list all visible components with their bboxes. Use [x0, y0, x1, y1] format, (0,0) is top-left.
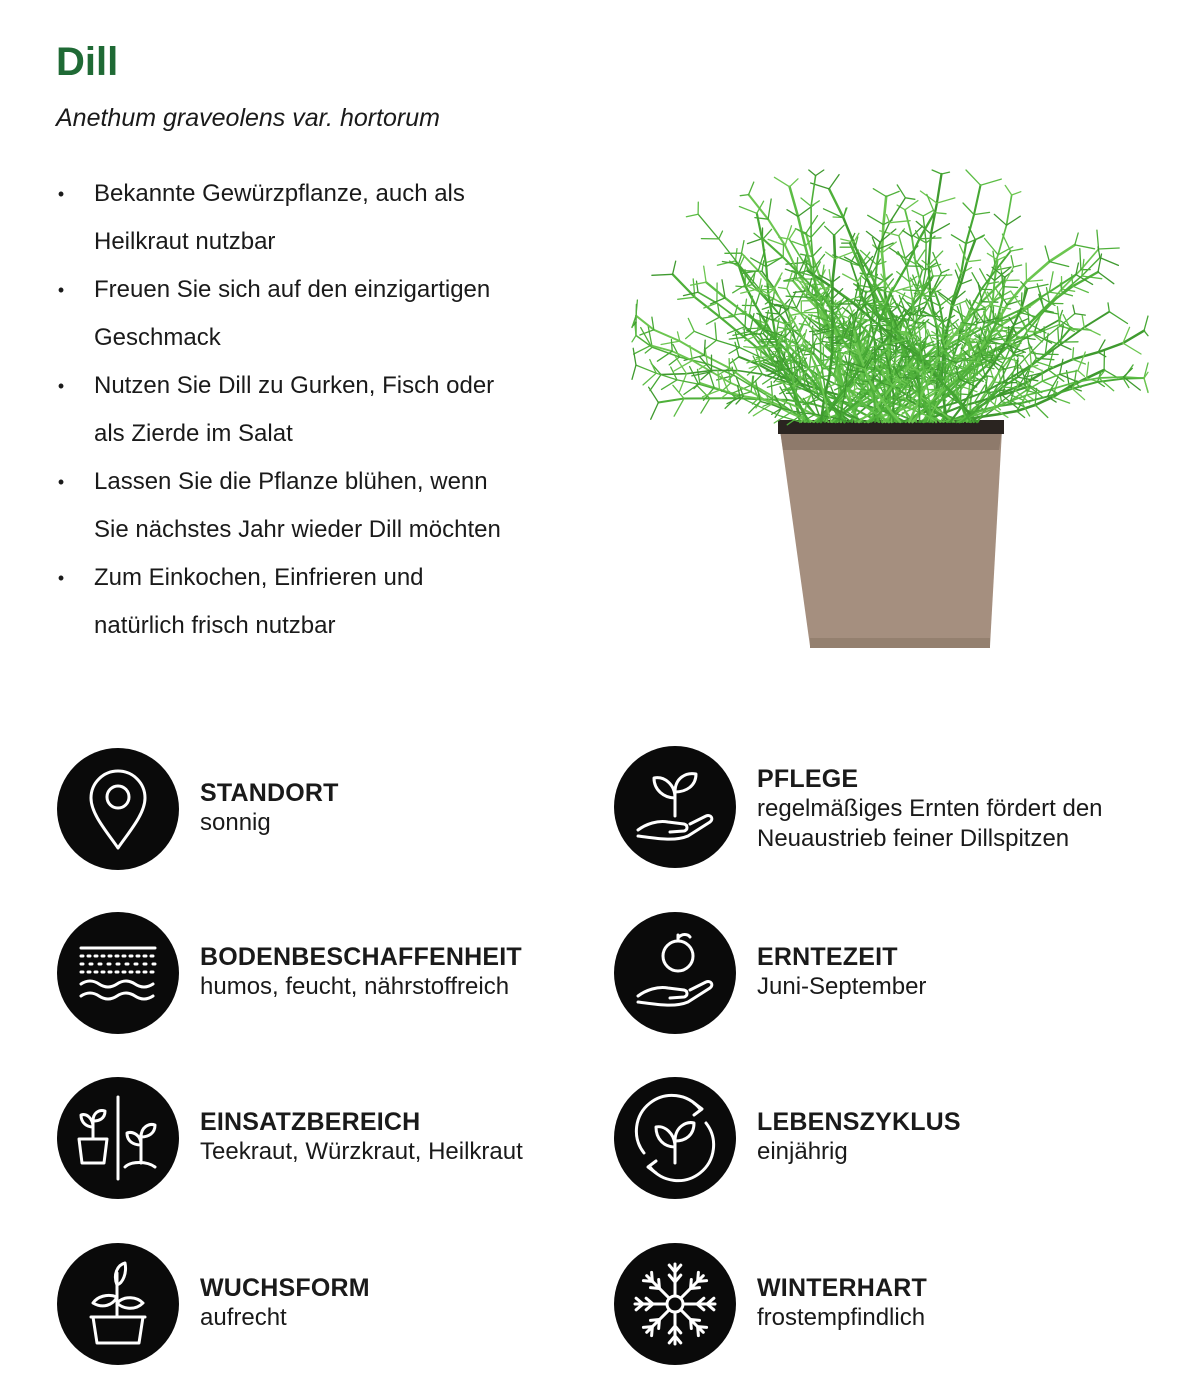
soil-layers-icon [57, 912, 179, 1034]
feature-heading: BODENBESCHAFFENHEIT [200, 943, 522, 971]
feature-heading: LEBENSZYKLUS [757, 1108, 961, 1136]
feature-value: sonnig [200, 809, 271, 836]
bullet-icon: • [57, 184, 65, 204]
list-item: • Zum Einkochen, Einfrieren und natürlich frisch nutzbar [56, 554, 576, 650]
feature-value: Teekraut, Würzkraut, Heilkraut [200, 1138, 523, 1165]
potted-plant-icon [57, 1243, 179, 1365]
potted-dill-plant-icon [630, 168, 1150, 658]
feature-heading: WUCHSFORM [200, 1274, 370, 1302]
bullet-icon: • [57, 280, 65, 300]
product-image [630, 168, 1150, 658]
feature-value: Juni-September [757, 973, 927, 1000]
feature-value: einjährig [757, 1138, 848, 1165]
feature-standort [57, 748, 577, 878]
feature-value: Neuaustrieb feiner Dillspitzen [757, 825, 1070, 852]
feature-heading: PFLEGE [757, 765, 859, 793]
location-pin-icon [57, 748, 179, 870]
bullet-icon: • [57, 568, 65, 588]
snowflake-icon [614, 1243, 736, 1365]
lifecycle-leaf-icon [614, 1077, 736, 1199]
botanical-name: Anethum graveolens var. hortorum [56, 104, 440, 132]
feature-einsatzbereich [57, 1077, 577, 1207]
feature-heading: STANDORT [200, 779, 339, 807]
feature-value: regelmäßiges Ernten fördert den [757, 795, 1103, 822]
feature-value: frostempfindlich [757, 1304, 926, 1331]
bullet-icon: • [57, 376, 65, 396]
feature-heading: WINTERHART [757, 1274, 928, 1302]
feature-erntezeit [614, 912, 1134, 1042]
list-item: • Lassen Sie die Pflanze blühen, wenn Sie nächstes Jahr wieder Dill möchten [56, 458, 576, 554]
list-item: • Bekannte Gewürzpflanze, auch als Heilkraut nutzbar [56, 170, 576, 266]
feature-winterhart [614, 1243, 1134, 1373]
product-title: Dill [56, 40, 119, 84]
feature-bodenbeschaffenheit [57, 912, 577, 1042]
bullet-icon: • [57, 472, 65, 492]
feature-lebenszyklus [614, 1077, 1134, 1207]
list-item: • Nutzen Sie Dill zu Gurken, Fisch oder als Zierde im Salat [56, 362, 576, 458]
feature-pflege [614, 746, 1174, 876]
feature-heading: ERNTEZEIT [757, 943, 898, 971]
feature-value: humos, feucht, nährstoffreich [200, 973, 510, 1000]
hand-fruit-icon [614, 912, 736, 1034]
feature-value: aufrecht [200, 1304, 287, 1331]
hand-sprout-icon [614, 746, 736, 868]
pot-and-ground-icon [57, 1077, 179, 1199]
list-item: • Freuen Sie sich auf den einzigartigen Geschmack [56, 266, 576, 362]
feature-list [56, 170, 576, 650]
feature-wuchsform [57, 1243, 577, 1373]
feature-heading: EINSATZBEREICH [200, 1108, 421, 1136]
